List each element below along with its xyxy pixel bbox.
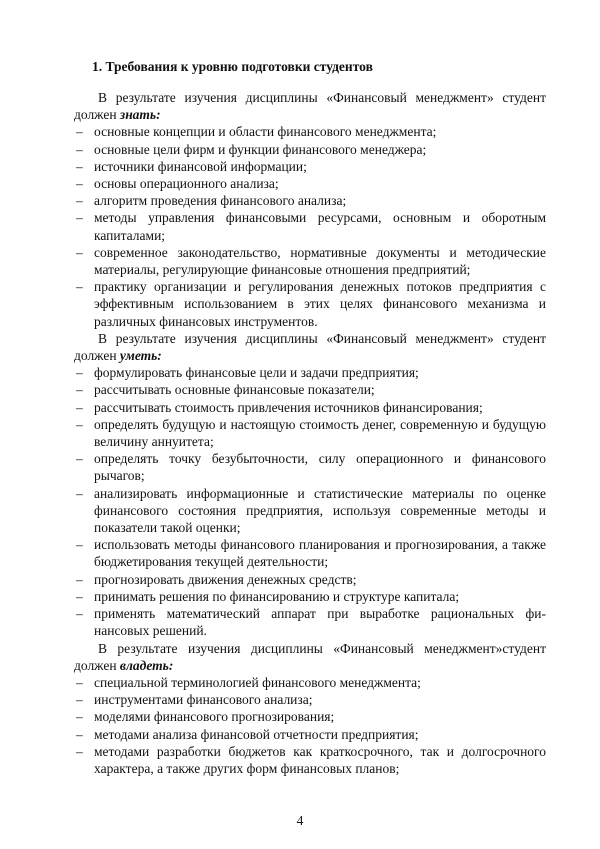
intro-paragraph-master	[74, 640, 546, 674]
intro-paragraph-can	[74, 330, 546, 364]
list-item: – методами анализа финансовой отчетности предприятия;	[74, 726, 546, 743]
list-item: – алгоритм проведения финансового анализа;	[74, 192, 546, 209]
list-item: – принимать решения по финансированию и структуре капитала;	[74, 588, 546, 605]
list-item: – методами разработки бюджетов как краткосрочного, так и долгосрочного характера, а также других форм финансовых планов;	[74, 743, 546, 777]
list-item: – применять математический аппарат при выработке рациональных финансовых решений.	[74, 605, 546, 639]
list-item: – рассчитывать стоимость привлечения источников финансирования;	[74, 399, 546, 416]
list-item: – моделями финансового прогнозирования;	[74, 708, 546, 725]
intro-paragraph-know	[74, 89, 546, 123]
list-item: – определять точку безубыточности, силу операционного и финансового рычагов;	[74, 450, 546, 484]
list-item: – источники финансовой информации;	[74, 158, 546, 175]
document-body	[74, 89, 546, 777]
list-item: – формулировать финансовые цели и задачи предприятия;	[74, 364, 546, 381]
list-master	[74, 674, 546, 777]
list-item: – практику организации и регулирования денежных потоков предприятия с эффективным использованием в этих целях финансового механизма и различных финансовых инструментов.	[74, 278, 546, 330]
intro-text: В результате изучения дисциплины «Финансовый менеджмент» студент должен	[74, 330, 546, 364]
section-heading: 1. Требования к уровню подготовки студентов	[92, 59, 373, 74]
list-item: – рассчитывать основные финансовые показатели;	[74, 381, 546, 398]
page-number: 4	[296, 813, 304, 828]
list-item: – анализировать информационные и статистические материалы по оценке финансового состояния предприятия, используя современные методы и показатели такой оценки;	[74, 485, 546, 537]
intro-text: В результате изучения дисциплины «Финансовый менеджмент» студент должен	[74, 90, 546, 123]
list-item: – основные цели фирм и функции финансового менеджера;	[74, 141, 546, 158]
list-can	[74, 364, 546, 639]
list-item: – прогнозировать движения денежных средств;	[74, 571, 546, 588]
list-item: – специальной терминологией финансового менеджмента;	[74, 674, 546, 691]
keyword-master: владеть:	[119, 657, 174, 673]
list-item: – использовать методы финансового планирования и прогнозирования, а также бюджетирования текущей деятельности;	[74, 536, 546, 570]
list-item: – основы операционного анализа;	[74, 175, 546, 192]
list-item: – основные концепции и области финансового менеджмента;	[74, 123, 546, 140]
keyword-can: уметь:	[119, 348, 162, 364]
list-item: – определять будущую и настоящую стоимость денег, современную и будущую величину аннуитета;	[74, 416, 546, 450]
list-item: – инструментами финансового анализа;	[74, 691, 546, 708]
list-item: – современное законодательство, нормативные документы и методические материалы, регулирующие финансовые отношения предприятий;	[74, 244, 546, 278]
keyword-suffix: :	[156, 107, 161, 123]
intro-text: В результате изучения дисциплины «Финансовый менеджмент»студент должен	[74, 640, 546, 673]
list-know	[74, 123, 546, 329]
keyword-know: знать	[119, 107, 157, 123]
list-item: – методы управления финансовыми ресурсами, основным и оборотным капиталами;	[74, 209, 546, 243]
